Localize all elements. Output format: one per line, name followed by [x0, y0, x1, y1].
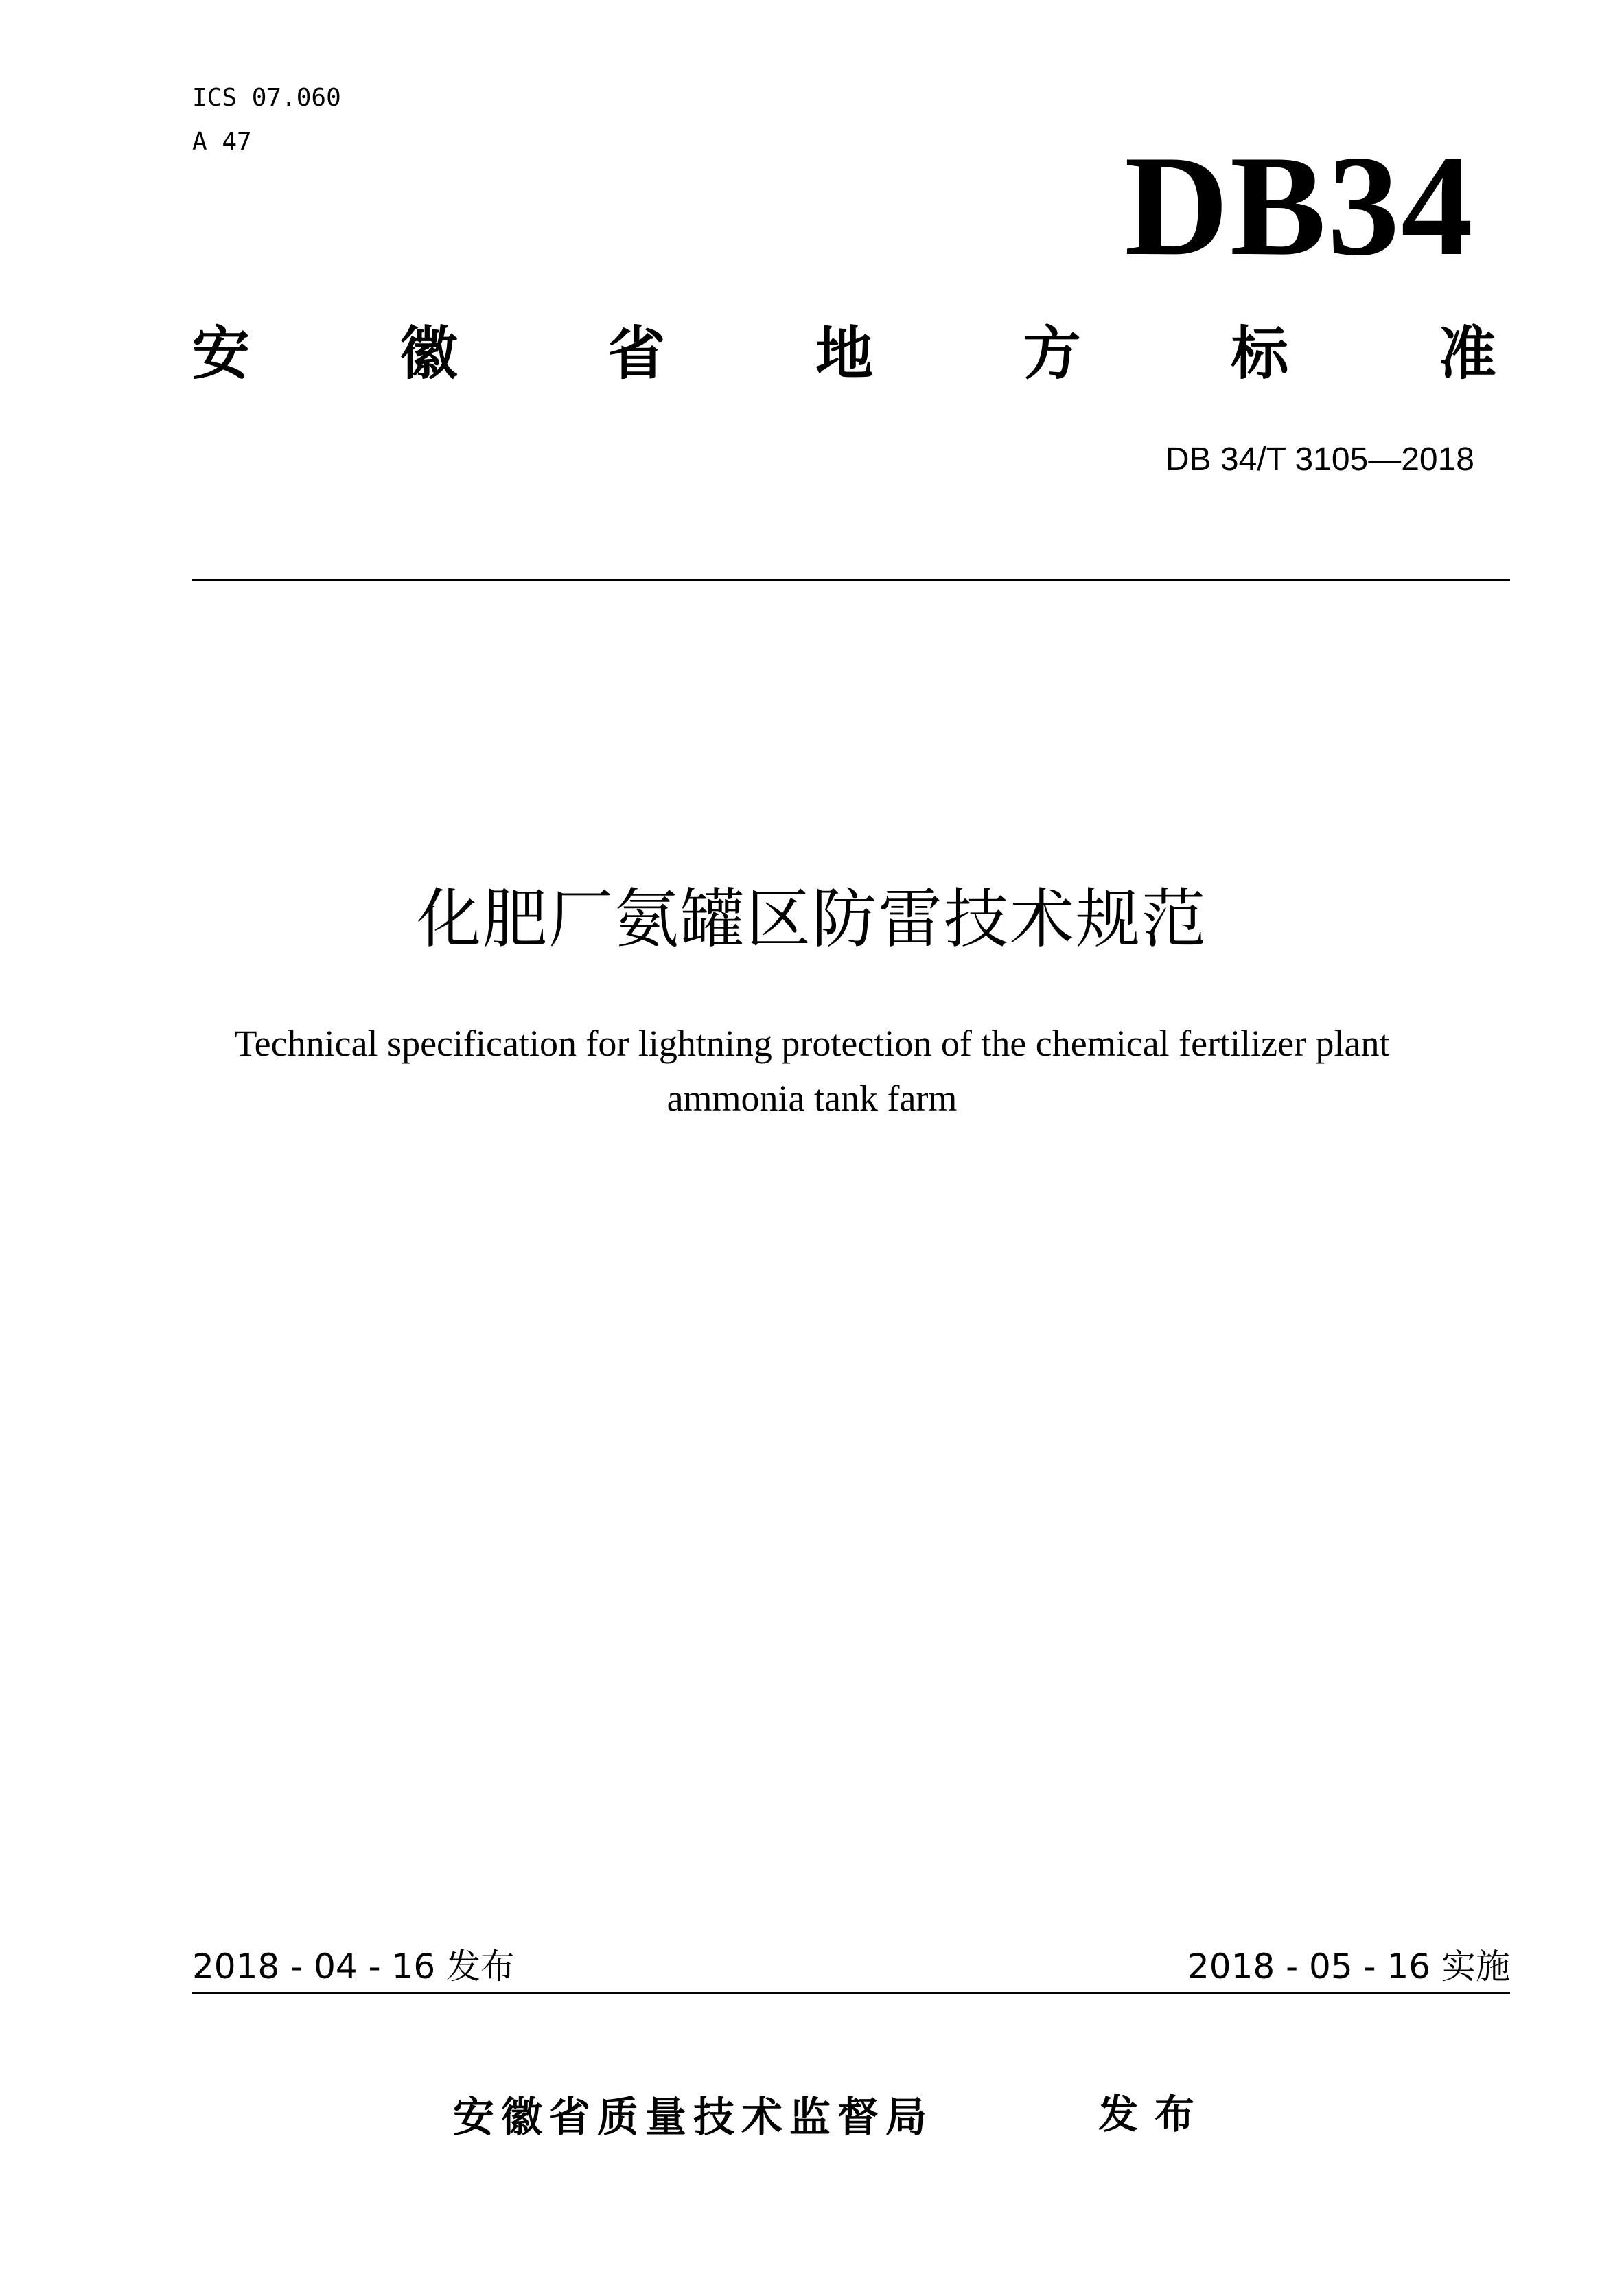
document-title-cn: 化肥厂氨罐区防雷技术规范	[416, 882, 1207, 957]
document-title-en	[126, 1016, 1498, 1126]
standard-type-char: 安	[192, 320, 251, 387]
bottom-divider	[192, 1992, 1510, 1994]
ics-code: ICS 07.060	[192, 84, 341, 112]
standard-type-char: 标	[1231, 320, 1289, 387]
issuing-action: 发布	[1098, 2091, 1211, 2137]
issue-date: 2018 - 04 - 16 发布	[192, 1947, 515, 1986]
db-logo: DB34	[1124, 126, 1474, 286]
standard-type-char: 准	[1438, 320, 1496, 387]
standard-code: DB 34/T 3105—2018	[1165, 441, 1474, 478]
title-en-line-2: ammonia tank farm	[666, 1078, 958, 1119]
top-divider	[192, 579, 1510, 581]
standard-type-heading	[192, 316, 1496, 391]
title-en-line-1: Technical specification for lightning protection of the chemical fertilizer plant	[234, 1023, 1390, 1064]
standard-type-char: 方	[1023, 320, 1081, 387]
standard-type-char: 徽	[399, 320, 458, 387]
ccs-code: A 47	[192, 128, 252, 156]
issuing-authority: 安徽省质量技术监督局	[453, 2094, 933, 2142]
implementation-date: 2018 - 05 - 16 实施	[1187, 1947, 1510, 1986]
standard-type-char: 省	[607, 320, 666, 387]
standard-type-char: 地	[815, 320, 873, 387]
